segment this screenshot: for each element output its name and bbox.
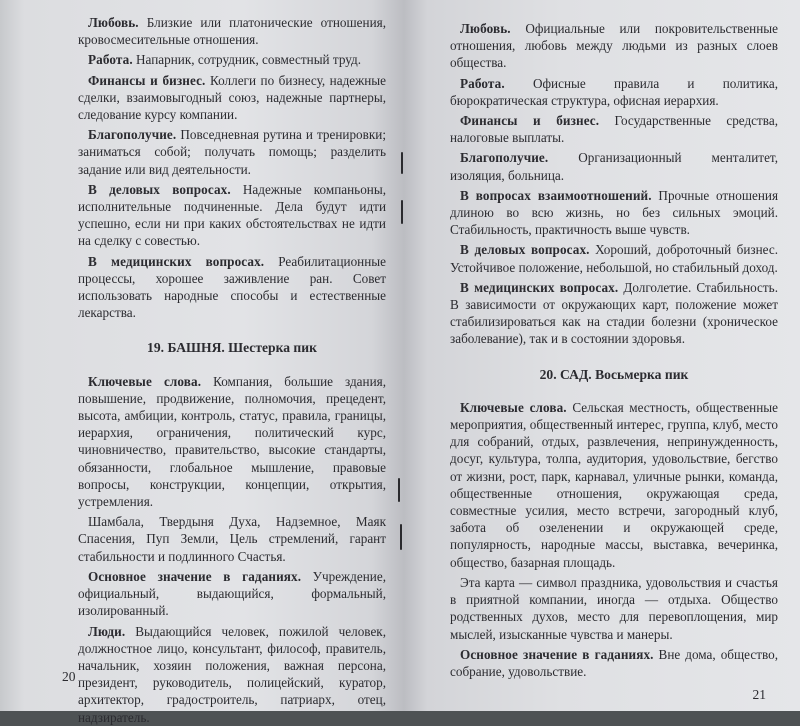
right-page [404, 0, 800, 711]
entry-relationships [450, 187, 778, 239]
entry-label: Любовь. [460, 21, 511, 36]
entry-label: Финансы и бизнес. [460, 113, 600, 129]
section-title: 20. САД. Восьмерка пик [539, 366, 689, 382]
entry-text: Эта карта — символ праздника, удовольствия и счастья в приятной компании, иногда — отдыха. Общество родственных духов, место для перевоплощения, мир мыслей, изысканные чувства и манеры. [450, 574, 778, 642]
binding-thread-mark [401, 152, 403, 174]
entry-label: Любовь. [88, 15, 139, 30]
entry-label: Финансы и бизнес. [88, 72, 206, 88]
entry-text: Долголетие. Стабильность. В зависимости от окружающих карт, положение может стабилизироваться как на стадии болезни (хроническое заболевание), так и в состоянии здоровья. [450, 279, 778, 347]
entry-text: Близкие или платонические отношения, кровосмесительные отношения. [78, 15, 386, 48]
entry-text: Компания, большие здания, повышение, продвижение, полномочия, прецедент, высота, амбиции, контроль, статус, правила, границы, иерархия, ограничения, политический курс, чиновничество, правительство, высокие стандарты, обязанности, глобальное мышление, правовые вопросы, конструкции, концепции, открытия, устремления. [78, 373, 386, 510]
entry-love [450, 20, 778, 72]
entry-text: Шамбала, Твердыня Духа, Надземное, Маяк Спасения, Пуп Земли, Цель стремлений, гарант стабильности и подлинного Счастья. [78, 514, 386, 564]
entry-label: Работа. [88, 52, 133, 68]
entry-medical [450, 279, 778, 348]
entry-wellbeing [450, 149, 778, 183]
entry-label: В медицинских вопросах. [88, 253, 265, 269]
page-number: 21 [752, 687, 766, 702]
entry-keywords [450, 399, 778, 571]
entry-work [450, 75, 778, 109]
entry-text: Прочные отношения длиною во всю жизнь, но без сильных эмоций. Стабильность, практичность выше чувств. [450, 187, 779, 238]
entry-label: Основное значение в гаданиях. [88, 568, 302, 584]
entry-business [450, 241, 778, 275]
entry-text: Выдающийся человек, пожилой человек, должностное лицо, консультант, философ, правитель, начальник, хозяин положения, важная персона, президент, руководитель, полицейский, куратор, архитектор, градостроитель, патриарх, отец, надзиратель. [78, 623, 386, 725]
entry-people [78, 623, 386, 726]
entry-text: Сельская местность, общественные мероприятия, общественный интерес, группа, клуб, место для собраний, отдых, развлечения, непринужденность, досуг, культура, толпа, аудитория, удовольствие, бегство от жизни, рост, парк, карнавал, уличные рынки, команда, общественные отношения, окружающая среда, совместные усилия, место встречи, загородный клуб, забота об озеленении и окружающей среде, популярность, народные массы, выставка, вечеринка, общество, базарная площадь. [450, 399, 778, 570]
entry-text: Офисные правила и политика, бюрократическая структура, офисная иерархия. [450, 75, 779, 108]
entry-text: Учреждение, официальный, выдающийся, формальный, изолированный. [78, 568, 386, 619]
entry-text: Реабилитационные процессы, хорошее заживление ран. Совет использовать народные способы и естественные лекарства. [78, 253, 386, 321]
entry-main-meaning [450, 646, 778, 680]
entry-finance [78, 72, 386, 124]
entry-text: Организационный менталитет, изоляция, больница. [450, 150, 778, 183]
entry-keywords [78, 373, 386, 511]
page-number: 20 [62, 669, 76, 684]
entry-text: Государственные средства, налоговые выплаты. [450, 113, 779, 146]
entry-text: Официальные или покровительственные отношения, любовь между людьми из разных слоев общества. [450, 21, 779, 71]
entry-work [78, 51, 386, 68]
entry-text: Вне дома, общество, собрание, удовольствие. [450, 646, 778, 679]
entry-label: В медицинских вопросах. [460, 279, 619, 295]
entry-text: Хороший, доброточный бизнес. Устойчивое положение, небольшой, но стабильный доход. [450, 242, 778, 275]
entry-label: В деловых вопросах. [88, 181, 231, 197]
entry-label: В деловых вопросах. [460, 242, 590, 258]
entry-label: Благополучие. [460, 150, 549, 166]
binding-thread-mark [400, 524, 402, 550]
entry-text: Надежные компаньоны, исполнительные подчиненные. Дела будут идти успешно, если ни при каких обстоятельствах не идти на сделку с совестью. [78, 181, 386, 249]
binding-thread-mark [401, 200, 403, 224]
entry-text: Повседневная рутина и тренировки; заниматься собой; получать помощь; разделить задание или вид деятельности. [78, 127, 387, 177]
entry-label: Люди. [88, 623, 126, 639]
entry-text: Коллеги по бизнесу, надежные сделки, взаимовыгодный союз, надежные партнеры, следование курсу компании. [78, 72, 387, 123]
entry-label: Работа. [460, 75, 505, 91]
entry-label: Ключевые слова. [460, 399, 567, 415]
entry-medical [78, 253, 386, 322]
entry-finance [450, 112, 778, 146]
entry-description [450, 574, 778, 643]
entry-label: Ключевые слова. [88, 373, 202, 389]
entry-label: Благополучие. [88, 127, 177, 143]
entry-label: Основное значение в гаданиях. [460, 646, 654, 662]
entry-love [78, 14, 386, 48]
binding-thread-mark [398, 478, 400, 502]
entry-text: Напарник, сотрудник, совместный труд. [136, 52, 362, 68]
entry-symbols [78, 513, 386, 565]
entry-wellbeing [78, 126, 386, 178]
entry-main-meaning [78, 568, 386, 620]
entry-business [78, 181, 386, 250]
entry-label: В вопросах взаимоотношений. [460, 187, 652, 203]
section-title: 19. БАШНЯ. Шестерка пик [147, 340, 317, 356]
